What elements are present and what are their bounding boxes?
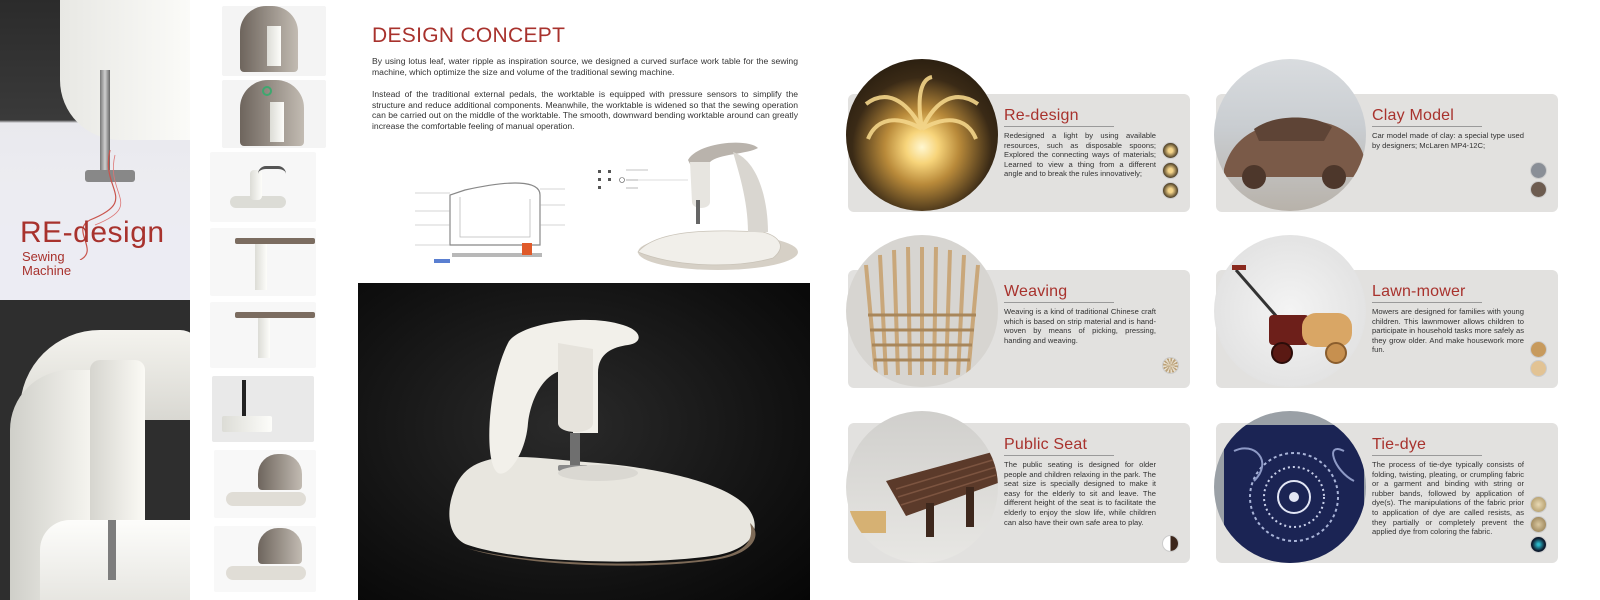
tie-dye-pattern [1214, 411, 1366, 563]
card-clay-model-title: Clay Model [1372, 107, 1455, 124]
hero-subtitle [22, 250, 71, 278]
thumbnail-5 [210, 302, 316, 368]
thumbnail-3 [210, 152, 316, 222]
clay-car-shape [1214, 59, 1366, 211]
tiedye-swatch-1 [1530, 496, 1547, 513]
card-tie-dye-title: Tie-dye [1372, 436, 1427, 453]
sewing-arm-image [60, 0, 190, 140]
weaving-photo [846, 235, 998, 387]
technical-diagram [410, 175, 570, 270]
card-redesign-title: Re-design [1004, 107, 1079, 124]
concept-paragraph-2: Instead of the traditional external pedals, the worktable is equipped with pressure sensors to simplify the structure and reduce additional components. Meanwhile, the worktable is widened so that the sewing operation can be carried out on the middle of the worktable. The smooth, downward bending worktable around can greatly increase the comfortable feeling of manual operation. [372, 89, 798, 131]
card-public-seat-rule [1004, 455, 1114, 456]
card-tie-dye-rule [1372, 455, 1482, 456]
clay-car-photo [1214, 59, 1366, 211]
design-concept-title: DESIGN CONCEPT [372, 24, 566, 47]
thumbnail-6 [212, 376, 314, 442]
weaving-swatch-1 [1162, 357, 1179, 374]
card-weaving-title: Weaving [1004, 283, 1068, 300]
card-lawn-mower-rule [1372, 302, 1482, 303]
main-product-photo [358, 283, 810, 600]
thumbnail-1 [222, 6, 326, 76]
hero-photo-bottom [0, 300, 190, 600]
mower-swatch-1 [1530, 341, 1547, 358]
seat-shape [846, 411, 998, 563]
mower-swatch-2 [1530, 360, 1547, 377]
sewing-machine-render [358, 283, 810, 600]
thumbnail-2 [222, 80, 326, 148]
tie-dye-photo [1214, 411, 1366, 563]
card-clay-model-rule [1372, 126, 1482, 127]
spoon-petals [846, 59, 998, 211]
clay-swatch-1 [1530, 162, 1547, 179]
thumbnail-7 [214, 450, 316, 518]
public-seat-photo [846, 411, 998, 563]
card-lawn-mower-title: Lawn-mower [1372, 283, 1466, 300]
card-lawn-mower-text: Mowers are designed for families with young children. This lawnmower allows children to participate in household tasks more safely as they grow older. And make housework more fun. [1372, 307, 1524, 355]
clay-swatch-2 [1530, 181, 1547, 198]
hero-subtitle-line2: Machine [22, 263, 72, 278]
hero-title: RE-design [20, 216, 165, 249]
render-machine-image [598, 140, 798, 275]
card-weaving-text: Weaving is a kind of traditional Chinese craft which is based on strip material and is hand-woven by means of picking, pressing, handing and weaving. [1004, 307, 1156, 345]
swatch-legend [598, 170, 648, 189]
needle-image [108, 520, 116, 580]
redesign-swatch-1 [1162, 142, 1179, 159]
card-public-seat-title: Public Seat [1004, 436, 1088, 453]
toy-mower-shape [1214, 235, 1366, 387]
redesign-swatch-2 [1162, 162, 1179, 179]
thumbnail-8 [214, 526, 316, 592]
tiedye-swatch-3 [1530, 536, 1547, 553]
seat-swatch-1 [1162, 535, 1179, 552]
woven-chair-shape [846, 235, 998, 387]
card-clay-model-text: Car model made of clay: a special type used by designers; McLaren MP4-12C; [1372, 131, 1524, 150]
card-weaving-rule [1004, 302, 1114, 303]
card-tie-dye-text: The process of tie-dye typically consists of folding, twisting, pleating, or crumpling fabric or a garment and binding with string or rubber bands, followed by application of dye(s). The manipulations of the fabric prior to application of dye are called resists, as they partially or completely prevent the applied dye from coloring the fabric. [1372, 460, 1524, 537]
lawn-mower-photo [1214, 235, 1366, 387]
redesign-swatch-3 [1162, 182, 1179, 199]
concept-paragraph-1: By using lotus leaf, water ripple as inspiration source, we designed a curved surface work table for the sewing machine, which optimize the size and volume of the traditional sewing machine. [372, 56, 798, 77]
thumbnail-4 [210, 228, 316, 296]
card-redesign-rule [1004, 126, 1114, 127]
card-public-seat-text: The public seating is designed for older people and children relaxing in the park. The seat size is specially designed to make it easy for the elderly to sit and leave. The different height of the seat is to facilitate the elderly to enjoy the slow life, while children can also have their own safe area to play. [1004, 460, 1156, 527]
tiedye-swatch-2 [1530, 516, 1547, 533]
redesign-lamp-photo [846, 59, 998, 211]
card-redesign-text: Redesigned a light by using available resources, such as disposable spoons; Explored the connecting ways of materials; Learned to view a thing from a different angle and to break the rules innovatively; [1004, 131, 1156, 179]
hero-subtitle-line1: Sewing [22, 249, 65, 264]
